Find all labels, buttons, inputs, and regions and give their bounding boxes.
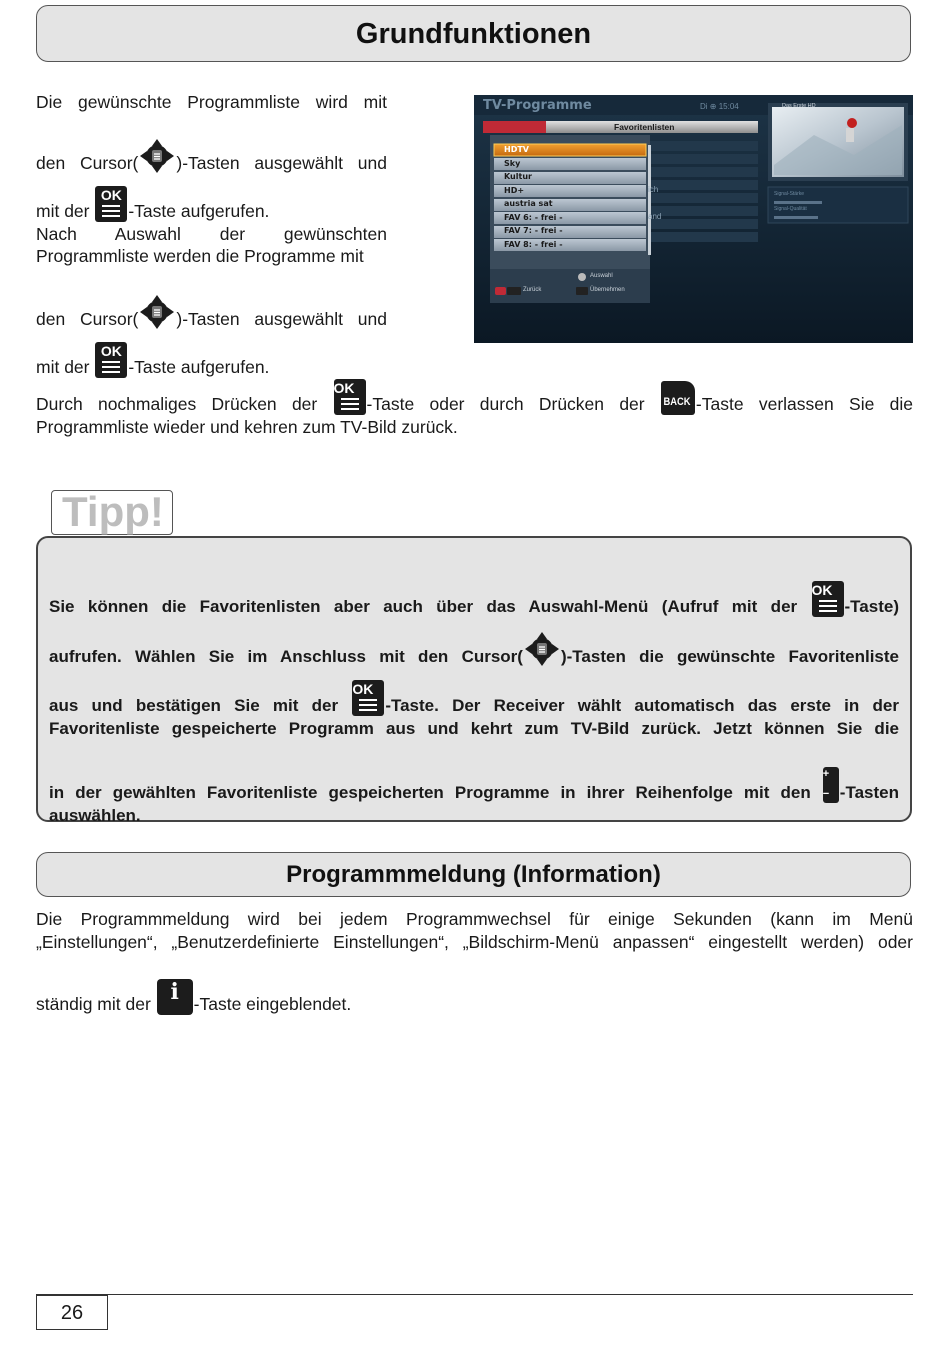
list-item[interactable]: Sky — [504, 158, 521, 168]
info-line: „Einstellungen“, „Benutzerdefinierte Einstellungen“, „Bildschirm-Menü anpassen“ eingestellt werden) oder — [36, 931, 913, 952]
page-number: 26 — [36, 1295, 108, 1330]
info-line — [36, 979, 913, 1016]
back-key-icon: BACK — [661, 381, 695, 415]
intro-line: Die gewünschte Programmliste wird mit — [36, 92, 387, 112]
list-item[interactable]: HD+ — [504, 185, 525, 195]
text: )-Tasten ausgewählt und — [176, 308, 387, 329]
cursor-keys-icon — [139, 294, 175, 330]
text: -Taste verlassen Sie die — [695, 394, 913, 414]
text: mit der — [36, 357, 90, 377]
intro-line — [36, 342, 387, 379]
text: -Taste) — [844, 597, 899, 616]
text: -Taste. Der Receiver wählt automatisch das erste in der — [385, 696, 899, 715]
text: Durch nochmaliges Drücken der — [36, 394, 318, 414]
list-item-selected[interactable]: HDTV — [504, 145, 529, 154]
text: aufrufen. Wählen Sie im Anschluss mit den Cursor( — [49, 646, 523, 666]
ok-key-icon: OK — [95, 342, 127, 378]
hint-ok: Übernehmen — [590, 287, 625, 293]
signal-strength-label: Signal-Stärke — [774, 191, 805, 197]
program-up-down-keys-icon: + − — [823, 767, 839, 803]
cursor-keys-icon — [524, 631, 560, 667]
text: -Taste oder durch Drücken der — [366, 394, 645, 414]
text: Sie können die Favoritenlisten aber auch über das Auswahl-Menü (Aufruf mit der — [49, 597, 798, 616]
text: in der gewählten Favoritenliste gespeicherten Programme in ihrer Reihenfolge mit den — [49, 783, 811, 802]
list-item[interactable]: FAV 7: - frei - — [504, 226, 563, 235]
footer-rule — [36, 1294, 913, 1295]
ok-key-icon: OK — [334, 379, 366, 415]
text: -Tasten — [839, 783, 899, 802]
exit-line — [36, 379, 913, 416]
tipp-paragraph — [49, 581, 899, 827]
hint-select: Auswahl — [590, 273, 613, 279]
tipp-line — [49, 680, 899, 718]
info-key-icon: i — [157, 979, 193, 1015]
tv-menu-screenshot — [474, 95, 913, 343]
exit-paragraph — [36, 379, 913, 438]
list-item[interactable]: Kultur — [504, 172, 532, 181]
section-title-programmmeldung: Programmmeldung (Information) — [36, 852, 911, 897]
text: den Cursor( — [36, 152, 139, 173]
list-item[interactable]: austria sat — [504, 199, 553, 208]
bg-text: and — [648, 212, 662, 221]
screen-title: TV-Programme — [483, 98, 592, 113]
hint-back: Zurück — [523, 287, 542, 293]
list-item[interactable]: FAV 6: - frei - — [504, 212, 563, 222]
tipp-line — [49, 581, 899, 619]
ok-key-icon: OK — [352, 680, 384, 716]
intro-line — [36, 186, 387, 223]
tipp-line: Favoritenliste gespeicherte Programm aus und kehrt zum TV-Bild zurück. Jetzt können Sie die — [49, 718, 899, 738]
text: mit der — [36, 201, 90, 221]
ok-key-icon: OK — [95, 186, 127, 222]
text: )-Tasten die gewünschte Favoritenliste — [560, 646, 900, 666]
text: )-Tasten ausgewählt und — [176, 152, 387, 173]
info-paragraph — [36, 908, 913, 1016]
text: -Taste aufgerufen. — [128, 357, 270, 377]
intro-line — [36, 138, 387, 175]
section-title-grundfunktionen: Grundfunktionen — [36, 5, 911, 62]
tipp-line — [49, 767, 899, 805]
list-item[interactable]: FAV 8: - frei - — [504, 239, 563, 249]
screen-channel: Das Erste HD — [782, 103, 816, 109]
intro-line: Nach Auswahl der gewünschten — [36, 223, 387, 244]
exit-line: Programmliste wieder und kehren zum TV-Bild zurück. — [36, 416, 458, 437]
intro-line — [36, 294, 387, 331]
ok-key-icon: OK — [812, 581, 844, 617]
text: ständig mit der — [36, 994, 151, 1014]
signal-quality-label: Signal-Qualität — [774, 206, 807, 212]
intro-paragraph — [36, 91, 387, 379]
text: aus und bestätigen Sie mit der — [49, 696, 339, 715]
text: den Cursor( — [36, 308, 139, 329]
bg-text: ich — [648, 185, 659, 194]
text: -Taste aufgerufen. — [128, 201, 270, 221]
intro-line: Programmliste werden die Programme mit — [36, 246, 364, 266]
tipp-line — [49, 631, 899, 669]
tipp-label: Tipp! — [51, 490, 173, 535]
tipp-line: auswählen. — [49, 805, 141, 825]
screen-clock: Di ⊕ 15:04 — [700, 102, 739, 111]
favorite-list — [504, 144, 563, 252]
text: -Taste eingeblendet. — [193, 994, 352, 1014]
menu-title: Favoritenlisten — [614, 122, 675, 132]
cursor-keys-icon — [139, 138, 175, 174]
info-line: Die Programmmeldung wird bei jedem Programmwechsel für einige Sekunden (kann im Menü — [36, 909, 913, 929]
